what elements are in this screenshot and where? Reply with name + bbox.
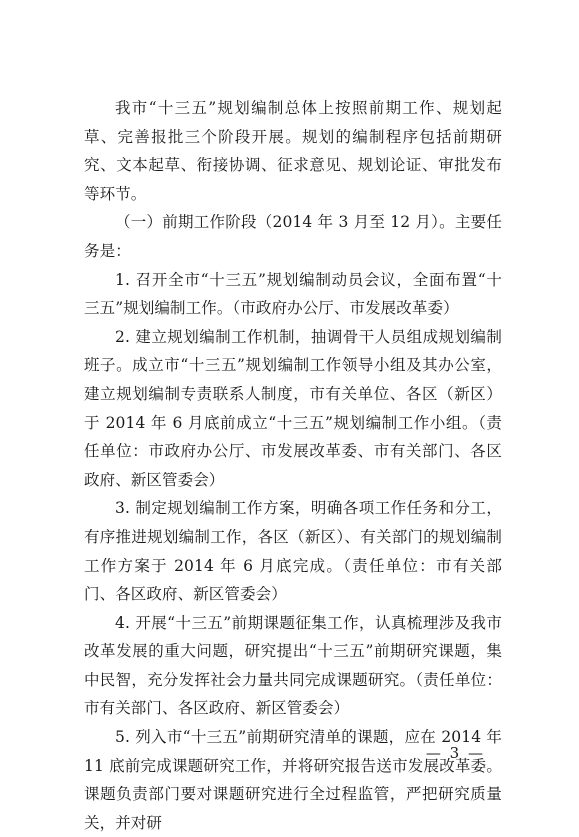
task-item-3: 3. 制定规划编制工作方案，明确各项工作任务和分工，有序推进规划编制工作，各区（新区）、有关部门的规划编制工作方案于 2014 年 6 月底完成。（责任单位：市有关部门、各区政府、新区管委会）: [84, 499, 502, 604]
document-body: [84, 94, 502, 837]
page-number: — 3 —: [425, 744, 485, 762]
task-item-4: 4. 开展“十三五”前期课题征集工作，认真梳理涉及我市改革发展的重大问题，研究提出“十三五”前期研究课题，集中民智，充分发挥社会力量共同完成课题研究。（责任单位：市有关部门、各区政府、新区管委会）: [84, 613, 502, 718]
section-heading-preliminary-stage: （一）前期工作阶段（2014 年 3 月至 12 月）。主要任务是：: [84, 213, 502, 260]
paragraph-intro: 我市“十三五”规划编制总体上按照前期工作、规划起草、完善报批三个阶段开展。规划的编制程序包括前期研究、文本起草、衔接协调、征求意见、规划论证、审批发布等环节。: [84, 99, 502, 203]
task-item-5: 5. 列入市“十三五”前期研究清单的课题，应在 2014 年 11 底前完成课题研究工作，并将研究报告送市发展改革委。课题负责部门要对课题研究进行全过程监管，严把研究质量关，并对研: [84, 728, 502, 832]
task-item-1: 1. 召开全市“十三五”规划编制动员会议，全面布置“十三五”规划编制工作。（市政府办公厅、市发展改革委）: [84, 270, 502, 318]
task-item-2: 2. 建立规划编制工作机制，抽调骨干人员组成规划编制班子。成立市“十三五”规划编制工作领导小组及其办公室，建立规划编制专责联系人制度，市有关单位、各区（新区）于 2014 年 6 月底前成立“十三五”规划编制工作小组。（责任单位：市政府办公厅、市发展改革委、市有关部门、各区政府、新区管委会）: [84, 327, 502, 489]
